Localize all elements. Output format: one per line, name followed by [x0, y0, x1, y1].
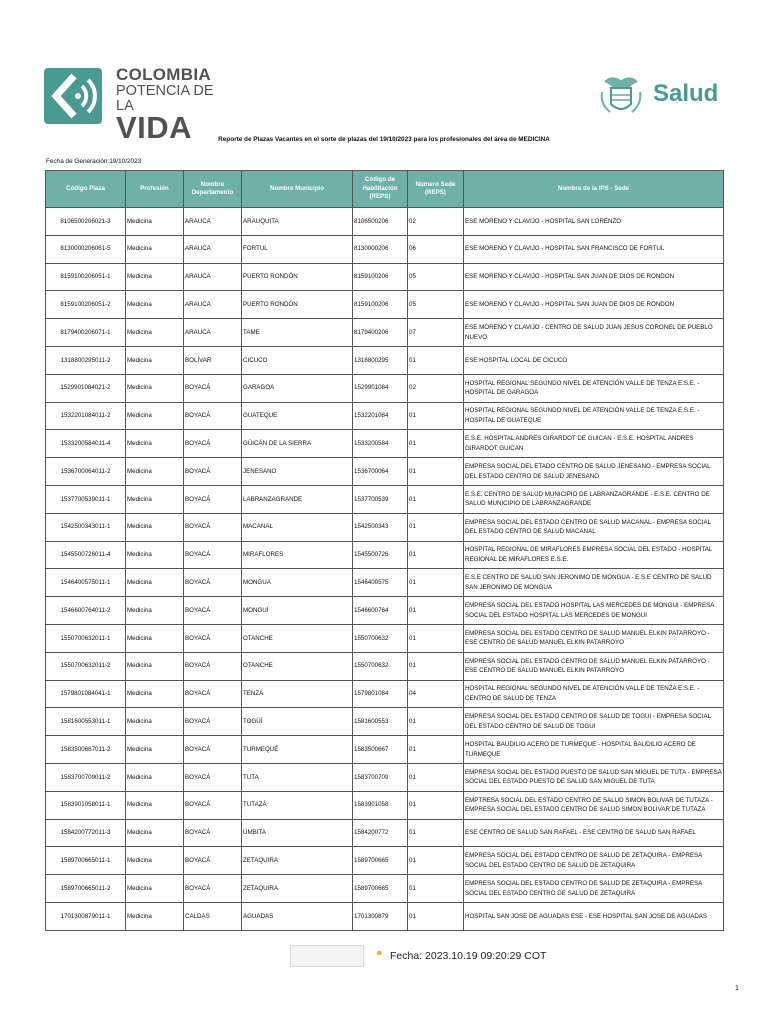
cell-ips-sede: EMPTRESA SOCIAL DEL ESTADO CENTRO DE SALUD SIMON BOLIVAR DE TUTAZA - EMPRESA SOCIAL DEL ESTADO CENTRO DE SALUD SIMON BOLIVAR DE TUTAZA [464, 791, 724, 819]
cell-codigo-habilitacion: 1583500667 [353, 736, 408, 764]
cell-codigo-habilitacion: 1550700632 [353, 624, 408, 652]
cell-departamento: BOYACÁ [184, 819, 242, 847]
cell-ips-sede: ESE MORENO Y CLAVIJO - HOSPITAL SAN JUAN DE DIOS DE RONDON [464, 263, 724, 291]
cell-codigo-plaza: 1318800295011-2 [46, 346, 126, 374]
cell-ips-sede: HOSPITAL REGIONAL SEGUNDO NIVEL DE ATENCIÓN VALLE DE TENZA E.S.E. - HOSPITAL DE GARAGOA [464, 374, 724, 402]
cell-profesion: Medicina [126, 541, 184, 569]
table-row [46, 513, 724, 541]
cell-codigo-habilitacion: 1581600553 [353, 708, 408, 736]
cell-profesion: Medicina [126, 319, 184, 347]
cell-municipio: MIRAFLORES [242, 541, 353, 569]
cell-profesion: Medicina [126, 875, 184, 903]
cell-profesion: Medicina [126, 708, 184, 736]
cell-profesion: Medicina [126, 263, 184, 291]
coat-of-arms-icon [596, 70, 646, 120]
cell-municipio: AGUADAS [242, 902, 353, 930]
cell-municipio: MONGUÍ [242, 597, 353, 625]
cell-municipio: LABRANZAGRANDE [242, 485, 353, 513]
cell-codigo-plaza: 1533200584011-4 [46, 430, 126, 458]
cell-ips-sede: EMPRESA SOCIAL DEL ESTADO CENTRO DE SALUD MACANAL - EMPRESA SOCIAL DEL ESTADO CENTRO DE SALUD MACANAL [464, 513, 724, 541]
cell-municipio: TAME [242, 319, 353, 347]
cell-ips-sede: E.S.E. CENTRO DE SALUD MUNICIPIO DE LABRANZAGRANDE - E.S.E. CENTRO DE SALUD MUNICIPIO DE LABRANZAGRANDE [464, 485, 724, 513]
table-row [46, 235, 724, 263]
cell-codigo-habilitacion: 1546600764 [353, 597, 408, 625]
lightbulb-icon: ● [376, 947, 383, 959]
cell-codigo-plaza: 1589700665011-2 [46, 875, 126, 903]
table-row [46, 430, 724, 458]
cell-codigo-habilitacion: 1318800295 [353, 346, 408, 374]
cell-codigo-plaza: 1537700539011-1 [46, 485, 126, 513]
cell-profesion: Medicina [126, 346, 184, 374]
table-row [46, 763, 724, 791]
cell-ips-sede: EMPRESA SOCIAL DEL ESTADO CENTRO DE SALUD DE TOGUI - EMPRESA SOCIAL DEL ESTADO CENTRO DE SALUD DE TOGUI [464, 708, 724, 736]
cell-profesion: Medicina [126, 763, 184, 791]
col-municipio: Nombre Municipio [242, 171, 353, 208]
cell-codigo-plaza: 1701300879011-1 [46, 902, 126, 930]
cell-codigo-plaza: 1546600764011-2 [46, 597, 126, 625]
cell-codigo-habilitacion: 1537700539 [353, 485, 408, 513]
cell-ips-sede: ESE CENTRO DE SALUD SAN RAFAEL - ESE CENTRO DE SALUD SAN RAFAEL [464, 819, 724, 847]
cell-ips-sede: EMPRESA SOCIAL DEL ESTADO CENTRO DE SALUD MANUEL ELKIN PATARROYO - ESE CENTRO DE SALUD MANUEL ELKIN PATARROYO [464, 624, 724, 652]
cell-ips-sede: EMPRESA SOCIAL DEL ESTADO CENTRO DE SALUD DE ZETAQUIRA - EMPRESA SOCIAL DEL ESTADO CENTRO DE SALUD DE ZETAQUIRA [464, 847, 724, 875]
cell-municipio: TURMEQUÉ [242, 736, 353, 764]
cell-departamento: CALDAS [184, 902, 242, 930]
cell-numero-sede: 01 [408, 346, 464, 374]
cell-municipio: JENESANO [242, 458, 353, 486]
cell-codigo-plaza: 1542500343011-1 [46, 513, 126, 541]
table-row [46, 902, 724, 930]
cell-ips-sede: ESE MORENO Y CLAVIJO - HOSPITAL SAN JUAN DE DIOS DE RONDON [464, 291, 724, 319]
cell-departamento: ARAUCA [184, 291, 242, 319]
cell-codigo-plaza: 1583901058011-1 [46, 791, 126, 819]
brand-line-1: COLOMBIA [116, 65, 211, 84]
col-ips-sede: Nombre de la IPS - Sede [464, 171, 724, 208]
cell-departamento: BOYACÁ [184, 624, 242, 652]
cell-profesion: Medicina [126, 624, 184, 652]
table-row [46, 875, 724, 903]
cell-profesion: Medicina [126, 597, 184, 625]
cell-municipio: TUTA [242, 763, 353, 791]
wave-logo-icon [44, 68, 102, 124]
cell-numero-sede: 01 [408, 736, 464, 764]
cell-numero-sede: 01 [408, 513, 464, 541]
table-row [46, 458, 724, 486]
table-row [46, 319, 724, 347]
cell-codigo-plaza: 1550700632011-1 [46, 624, 126, 652]
cell-numero-sede: 01 [408, 791, 464, 819]
cell-departamento: BOYACÁ [184, 458, 242, 486]
cell-profesion: Medicina [126, 736, 184, 764]
cell-numero-sede: 06 [408, 235, 464, 263]
cell-municipio: TENZA [242, 680, 353, 708]
generation-date: Fecha de Generación:19/10/2023 [46, 158, 142, 165]
cell-numero-sede: 01 [408, 569, 464, 597]
cell-municipio: GÜICÁN DE LA SIERRA [242, 430, 353, 458]
table-row [46, 208, 724, 236]
cell-ips-sede: EMPRESA SOCIAL DEL ESTADO CENTRO DE SALUD MANUEL ELKIN PATARROYO - ESE CENTRO DE SALUD MANUEL ELKIN PATARROYO [464, 652, 724, 680]
cell-ips-sede: HOSPITAL REGIONAL SEGUNDO NIVEL DE ATENCIÓN VALLE DE TENZA E.S.E. - HOSPITAL DE GUATEQUE [464, 402, 724, 430]
cell-numero-sede: 01 [408, 708, 464, 736]
cell-departamento: BOYACÁ [184, 680, 242, 708]
cell-ips-sede: HOSPITAL BAUDILIO ACERO DE TURMEQUE - HOSPITAL BAUDILIO ACERO DE TURMEQUE [464, 736, 724, 764]
cell-profesion: Medicina [126, 902, 184, 930]
cell-municipio: GUATEQUE [242, 402, 353, 430]
cell-departamento: BOYACÁ [184, 736, 242, 764]
cell-municipio: ARAUQUITA [242, 208, 353, 236]
cell-profesion: Medicina [126, 458, 184, 486]
cell-codigo-habilitacion: 1583901058 [353, 791, 408, 819]
cell-codigo-habilitacion: 1546400575 [353, 569, 408, 597]
cell-profesion: Medicina [126, 652, 184, 680]
cell-codigo-habilitacion: 8130000206 [353, 235, 408, 263]
cell-departamento: BOYACÁ [184, 541, 242, 569]
cell-departamento: BOYACÁ [184, 513, 242, 541]
cell-codigo-habilitacion: 8106500206 [353, 208, 408, 236]
cell-profesion: Medicina [126, 402, 184, 430]
cell-ips-sede: ESE HOSPITAL LOCAL DE CICUCO [464, 346, 724, 374]
cell-numero-sede: 01 [408, 402, 464, 430]
table-row [46, 402, 724, 430]
cell-ips-sede: HOSPITAL REGIONAL DE MIRAFLORES EMPRESA SOCIAL DEL ESTADO - HOSPITAL REGIONAL DE MIRAFLORES E.S.E. [464, 541, 724, 569]
cell-numero-sede: 01 [408, 652, 464, 680]
cell-departamento: BOYACÁ [184, 652, 242, 680]
cell-municipio: MONGUA [242, 569, 353, 597]
cell-profesion: Medicina [126, 291, 184, 319]
cell-departamento: ARAUCA [184, 263, 242, 291]
cell-codigo-habilitacion: 1550700632 [353, 652, 408, 680]
table-row [46, 652, 724, 680]
cell-profesion: Medicina [126, 235, 184, 263]
vacancies-table [45, 170, 724, 931]
signature-date: Fecha: 2023.10.19 09:20:29 COT [390, 950, 547, 962]
cell-codigo-habilitacion: 1701300879 [353, 902, 408, 930]
cell-codigo-plaza: 8106500206021-3 [46, 208, 126, 236]
cell-municipio: TUTAZÁ [242, 791, 353, 819]
cell-profesion: Medicina [126, 569, 184, 597]
cell-codigo-plaza: 1545500726011-4 [46, 541, 126, 569]
cell-codigo-plaza: 8159100206051-2 [46, 291, 126, 319]
brand-line-3: VIDA [116, 110, 193, 145]
cell-departamento: ARAUCA [184, 208, 242, 236]
cell-profesion: Medicina [126, 208, 184, 236]
cell-ips-sede: ESE MORENO Y CLAVIJO - CENTRO DE SALUD JUAN JESUS CORONEL DE PUEBLO NUEVO [464, 319, 724, 347]
table-row [46, 291, 724, 319]
col-numero-sede: Número Sede (REPS) [408, 171, 464, 208]
col-departamento: Nombre Departamento [184, 171, 242, 208]
cell-codigo-habilitacion: 8159100206 [353, 291, 408, 319]
cell-ips-sede: ESE MORENO Y CLAVIJO - HOSPITAL SAN FRANCISCO DE FORTUL [464, 235, 724, 263]
cell-profesion: Medicina [126, 430, 184, 458]
cell-codigo-plaza: 8159100206051-1 [46, 263, 126, 291]
cell-municipio: OTANCHE [242, 624, 353, 652]
table-row [46, 485, 724, 513]
cell-numero-sede: 02 [408, 208, 464, 236]
cell-profesion: Medicina [126, 791, 184, 819]
cell-codigo-plaza: 8130000206061-5 [46, 235, 126, 263]
cell-departamento: BOYACÁ [184, 569, 242, 597]
cell-codigo-habilitacion: 1584200772 [353, 819, 408, 847]
cell-ips-sede: EMPRESA SOCIAL DEL ESTADO HOSPITAL LAS MERCEDES DE MONGUI - EMPRESA SOCIAL DEL ESTADO HOSPITAL LAS MERCEDES DE MONGUI [464, 597, 724, 625]
table-row [46, 708, 724, 736]
cell-municipio: ZETAQUIRA [242, 875, 353, 903]
table-row [46, 624, 724, 652]
cell-numero-sede: 01 [408, 597, 464, 625]
table-row [46, 374, 724, 402]
cell-codigo-plaza: 1579801084041-1 [46, 680, 126, 708]
cell-departamento: BOYACÁ [184, 374, 242, 402]
cell-profesion: Medicina [126, 485, 184, 513]
cell-ips-sede: EMPRESA SOCIAL DEL ESTADO PUESTO DE SALUD SAN MIGUEL DE TUTA - EMPRESA SOCIAL DEL ESTADO PUESTO DE SALUD SAN MIGUEL DE TUTA [464, 763, 724, 791]
brand-line-2: POTENCIA DE LA [116, 83, 214, 114]
cell-codigo-plaza: 1546400575011-1 [46, 569, 126, 597]
cell-codigo-plaza: 1584200772011-3 [46, 819, 126, 847]
cell-numero-sede: 04 [408, 680, 464, 708]
cell-municipio: ÚMBITA [242, 819, 353, 847]
cell-codigo-plaza: 1529901084021-2 [46, 374, 126, 402]
table-row [46, 263, 724, 291]
cell-departamento: BOYACÁ [184, 708, 242, 736]
cell-profesion: Medicina [126, 680, 184, 708]
cell-codigo-plaza: 1583500667011-2 [46, 736, 126, 764]
cell-municipio: TOGÜÍ [242, 708, 353, 736]
col-codigo-habilitacion: Código de Habilitación (REPS) [353, 171, 408, 208]
cell-codigo-plaza: 1583700709011-2 [46, 763, 126, 791]
cell-departamento: BOYACÁ [184, 791, 242, 819]
cell-codigo-habilitacion: 1589700665 [353, 875, 408, 903]
table-row [46, 736, 724, 764]
cell-profesion: Medicina [126, 819, 184, 847]
table-row [46, 541, 724, 569]
cell-numero-sede: 01 [408, 902, 464, 930]
cell-numero-sede: 01 [408, 875, 464, 903]
cell-codigo-habilitacion: 1589700665 [353, 847, 408, 875]
table-row [46, 819, 724, 847]
cell-numero-sede: 01 [408, 430, 464, 458]
ministry-name: Salud [653, 80, 719, 107]
cell-codigo-habilitacion: 8179400206 [353, 319, 408, 347]
cell-codigo-habilitacion: 1532201084 [353, 402, 408, 430]
cell-codigo-habilitacion: 1533200584 [353, 430, 408, 458]
cell-departamento: BOYACÁ [184, 430, 242, 458]
cell-departamento: BOLÍVAR [184, 346, 242, 374]
cell-numero-sede: 01 [408, 458, 464, 486]
cell-ips-sede: E.S.E. HOSPITAL ANDRES GIRARDOT DE GUICAN - E.S.E. HOSPITAL ANDRES GIRARDOT GUICAN [464, 430, 724, 458]
cell-departamento: BOYACÁ [184, 875, 242, 903]
colombia-potencia-logo [44, 65, 214, 145]
cell-codigo-habilitacion: 1542500343 [353, 513, 408, 541]
cell-numero-sede: 01 [408, 763, 464, 791]
cell-departamento: ARAUCA [184, 235, 242, 263]
cell-codigo-plaza: 8179400206071-1 [46, 319, 126, 347]
col-codigo-plaza: Código Plaza [46, 171, 126, 208]
cell-numero-sede: 02 [408, 374, 464, 402]
table-row [46, 346, 724, 374]
cell-municipio: MACANAL [242, 513, 353, 541]
cell-departamento: BOYACÁ [184, 847, 242, 875]
ministerio-salud-logo [596, 70, 726, 120]
cell-numero-sede: 05 [408, 291, 464, 319]
cell-codigo-habilitacion: 8159100206 [353, 263, 408, 291]
table-row [46, 847, 724, 875]
cell-numero-sede: 01 [408, 541, 464, 569]
cell-profesion: Medicina [126, 374, 184, 402]
header-row [46, 171, 724, 208]
cell-municipio: PUERTO RONDÓN [242, 263, 353, 291]
cell-ips-sede: HOSPITAL REGIONAL SEGUNDO NIVEL DE ATENCIÓN VALLE DE TENZA E.S.E. - CENTRO DE SALUD DE TENZA [464, 680, 724, 708]
cell-numero-sede: 05 [408, 263, 464, 291]
cell-municipio: FORTUL [242, 235, 353, 263]
table-row [46, 597, 724, 625]
cell-codigo-plaza: 1536700064011-2 [46, 458, 126, 486]
cell-departamento: BOYACÁ [184, 763, 242, 791]
cell-ips-sede: HOSPITAL SAN JOSE DE AGUADAS ESE - ESE HOSPITAL SAN JOSE DE AGUADAS [464, 902, 724, 930]
cell-municipio: CICUCO [242, 346, 353, 374]
col-profesion: Profesión [126, 171, 184, 208]
cell-codigo-plaza: 1550700632011-2 [46, 652, 126, 680]
cell-numero-sede: 01 [408, 847, 464, 875]
cell-profesion: Medicina [126, 513, 184, 541]
cell-codigo-plaza: 1581600553011-1 [46, 708, 126, 736]
cell-departamento: ARAUCA [184, 319, 242, 347]
cell-departamento: BOYACÁ [184, 485, 242, 513]
cell-numero-sede: 01 [408, 485, 464, 513]
cell-profesion: Medicina [126, 847, 184, 875]
cell-ips-sede: E.S.E CENTRO DE SALUD SAN JERONIMO DE MONGUA - E.S.E CENTRO DE SALUD SAN JERONIMO DE MONGUA [464, 569, 724, 597]
cell-codigo-habilitacion: 1583700709 [353, 763, 408, 791]
cell-municipio: ZETAQUIRA [242, 847, 353, 875]
cell-codigo-habilitacion: 1579801084 [353, 680, 408, 708]
cell-codigo-plaza: 1589700665011-1 [46, 847, 126, 875]
cell-ips-sede: ESE MORENO Y CLAVIJO - HOSPITAL SAN LORENZO [464, 208, 724, 236]
cell-municipio: OTANCHE [242, 652, 353, 680]
report-title: Reporte de Plazas Vacantes en el sorte de plazas del 19/10/2023 para los profesionales del área de MEDICINA [218, 136, 550, 143]
cell-departamento: BOYACÁ [184, 402, 242, 430]
cell-codigo-habilitacion: 1545500726 [353, 541, 408, 569]
cell-municipio: PUERTO RONDÓN [242, 291, 353, 319]
cell-departamento: BOYACÁ [184, 597, 242, 625]
cell-codigo-habilitacion: 1536700064 [353, 458, 408, 486]
cell-numero-sede: 01 [408, 624, 464, 652]
signature-stamp [290, 945, 364, 967]
cell-numero-sede: 01 [408, 819, 464, 847]
brand-text [116, 66, 214, 143]
table-row [46, 680, 724, 708]
table-row [46, 569, 724, 597]
page-number: 1 [735, 985, 739, 992]
cell-municipio: GARAGOA [242, 374, 353, 402]
cell-codigo-plaza: 1532201084011-2 [46, 402, 126, 430]
table-row [46, 791, 724, 819]
cell-ips-sede: EMPRESA SOCIAL DEL ESTADO CENTRO DE SALUD DE ZETAQUIRA - EMPRESA SOCIAL DEL ESTADO CENTRO DE SALUD DE ZETAQUIRA [464, 875, 724, 903]
cell-numero-sede: 07 [408, 319, 464, 347]
cell-ips-sede: EMPRESA SOCIAL DEL ETADO CENTRO DE SALUD JENESANO - EMPRESA SOCIAL DEL ESTADO CENTRO DE SALUD JENESANO [464, 458, 724, 486]
cell-codigo-habilitacion: 1529901084 [353, 374, 408, 402]
